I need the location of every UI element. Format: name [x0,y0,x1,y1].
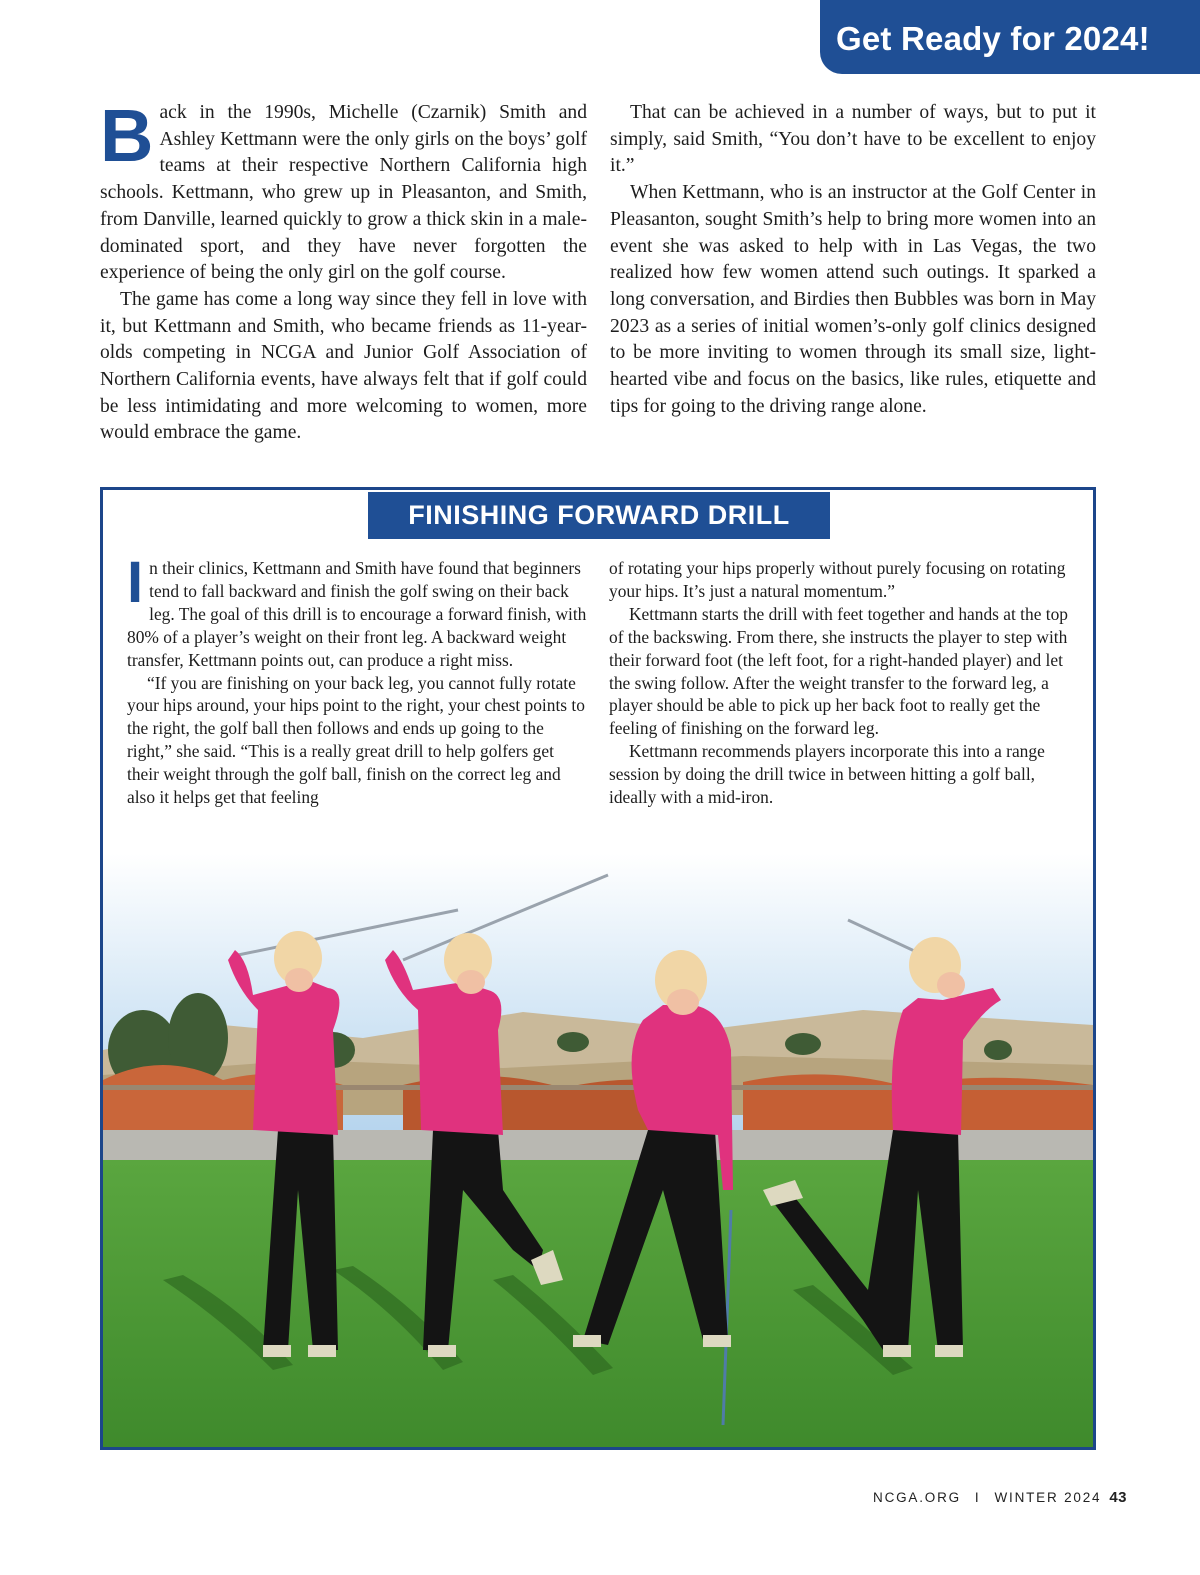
article-column-right [610,100,1096,420]
sidebar-title: FINISHING FORWARD DRILL [368,492,830,539]
sidebar-column-left [127,550,587,809]
article-column-left [100,94,587,447]
sidebar-column-right [609,557,1075,809]
footer-separator: I [974,1490,981,1505]
article-paragraph: The game has come a long way since they fell in love with it, but Kettmann and Smith, who became friends as 11-year-olds competing in NCGA and Junior Golf Association of Northern California events, have always felt that if golf could be less intimidating and more welcoming to women, more would embrace the game. [100,288,587,444]
sidebar-paragraph: Kettmann starts the drill with feet together and hands at the top of the backswing. From there, she instructs the player to step with their forward foot (the left foot, for a right-handed player) and let the swing follow. After the weight transfer to the forward leg, a player should be able to pick up her back foot to really get the feeling of finishing on the forward leg. [609,603,1068,739]
sidebar-paragraph: Kettmann recommends players incorporate this into a range session by doing the drill twice in between hitting a golf ball, ideally with a mid-iron. [609,741,1045,808]
article-paragraph: Back in the 1990s, Michelle (Czarnik) Smith and Ashley Kettmann were the only girls on the boys’ golf teams at their respective Northern California high schools. Kettmann, who grew up in Pleasanton, and Smith, from Danville, learned quickly to grow a thick skin in a male-dominated sport, and they have never forgotten the experience of being the only girl on the golf course. [100,94,587,284]
sidebar-paragraph: of rotating your hips properly without purely focusing on rotating your hips. It’s just a natural momentum.” [609,558,1066,601]
page-footer [873,1489,1127,1506]
article-paragraph: When Kettmann, who is an instructor at the Golf Center in Pleasanton, sought Smith’s help to bring more women into an event she was asked to help with in Las Vegas, the two realized how few women attend such outings. It sparked a long conversation, and Birdies then Bubbles was born in May 2023 as a series of initial women’s-only golf clinics designed to be more inviting to women through its small size, light-hearted vibe and focus on the basics, like rules, etiquette and tips for going to the driving range alone. [610,182,1096,417]
footer-site: NCGA.ORG [873,1490,961,1505]
sidebar-paragraph: “If you are finishing on your back leg, you cannot fully rotate your hips around, your hips point to the right, your chest points to the right, the golf ball then follows and ends up going to the right,” she said. “This is a really great drill to help golfers get their weight through the golf ball, finish on the correct leg and also it helps get that feeling [127,672,585,808]
footer-issue: WINTER 2024 [994,1490,1102,1505]
drop-cap: B [100,94,154,177]
drop-cap: I [127,550,144,615]
section-banner: Get Ready for 2024! [820,0,1200,74]
drill-sidebar-box [100,487,1096,1450]
page-number: 43 [1109,1489,1127,1506]
sidebar-paragraph: In their clinics, Kettmann and Smith have found that beginners tend to fall backward and finish the golf swing on their back leg. The goal of this drill is to encourage a forward finish, with 80% of a player’s weight on their front leg. A backward weight transfer, Kettmann points out, can produce a right miss. [127,550,587,670]
article-paragraph: That can be achieved in a number of ways, but to put it simply, said Smith, “You don’t have to be excellent to enjoy it.” [610,102,1096,177]
